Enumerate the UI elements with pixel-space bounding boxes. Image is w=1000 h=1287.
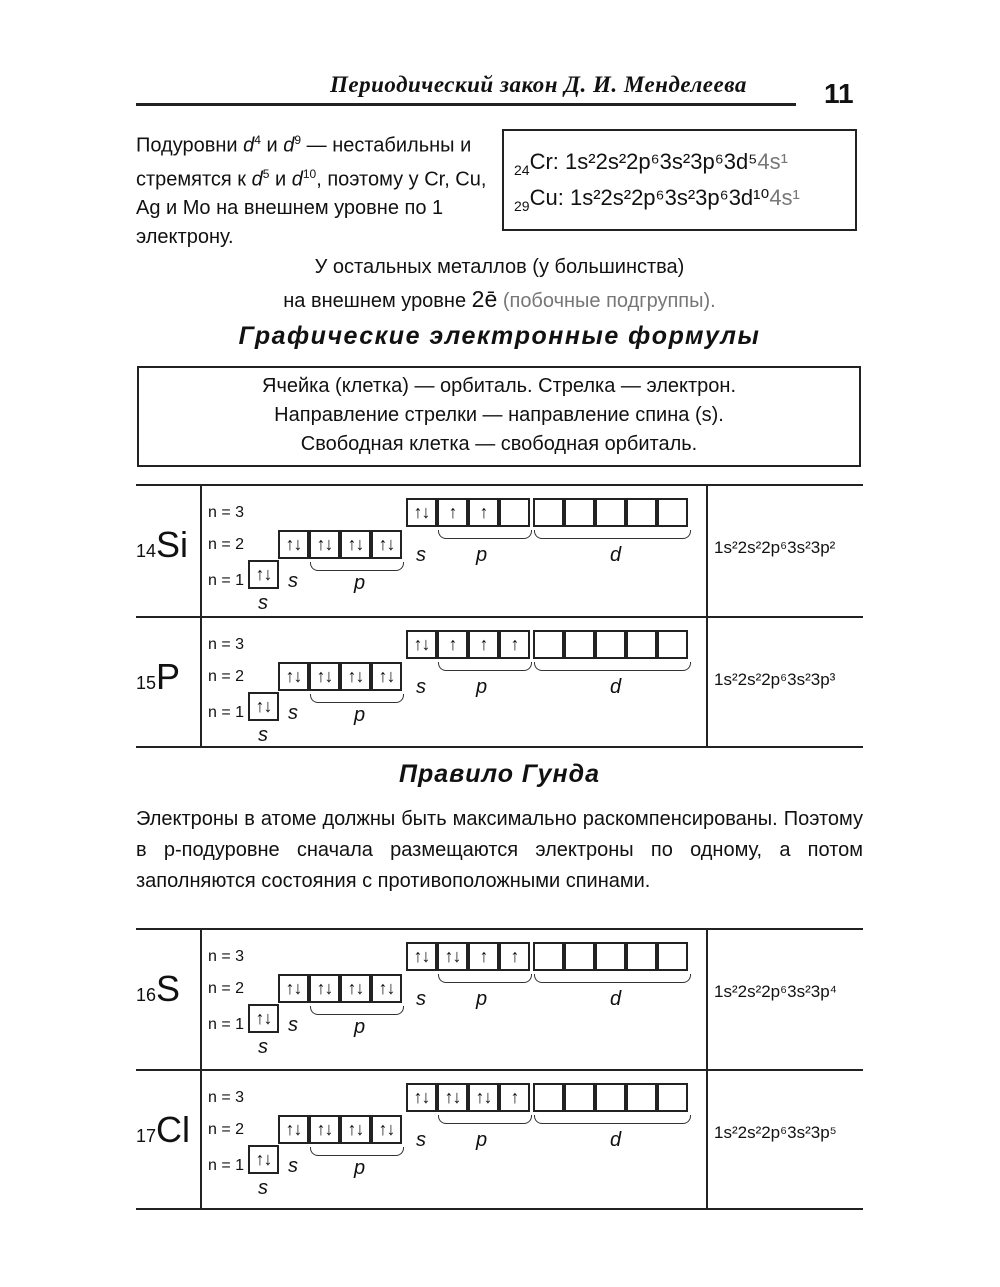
- orbital-cell: [657, 1083, 688, 1112]
- spin-down-arrow-icon: ↓: [263, 1149, 273, 1169]
- sublevel-label-3p: p: [476, 988, 488, 1010]
- sublevel-label-2p: p: [354, 1157, 366, 1179]
- spin-down-arrow-icon: ↓: [421, 634, 431, 654]
- page-number: 11: [824, 78, 854, 109]
- orbital-cell: [564, 1083, 595, 1112]
- orbital-cell: [406, 1083, 437, 1112]
- element-symbol: [136, 968, 180, 1010]
- brace-icon: [534, 974, 691, 983]
- spin-up-arrow-icon: ↑: [448, 634, 458, 654]
- sublevel-label-2s: s: [288, 570, 298, 592]
- spin-up-arrow-icon: ↑: [378, 1119, 388, 1139]
- electron-config-formula: 1s²2s²2p⁶3s²3p⁵: [714, 1123, 837, 1142]
- orbital-cell: [437, 498, 468, 527]
- sublevel-label-2p: p: [354, 704, 366, 726]
- orbital-cell: [626, 942, 657, 971]
- spin-down-arrow-icon: ↓: [483, 1087, 493, 1107]
- sublevel-label-3p: p: [476, 676, 488, 698]
- table-right-divider: [706, 484, 708, 748]
- spin-down-arrow-icon: ↓: [324, 666, 334, 686]
- sublevel-label-3p: p: [476, 544, 488, 566]
- spin-up-arrow-icon: ↑: [413, 502, 423, 522]
- definition-line-2: Направление стрелки — направление спина (s).: [274, 404, 724, 426]
- spin-down-arrow-icon: ↓: [386, 978, 396, 998]
- sublevel-label-2s: s: [288, 702, 298, 724]
- spin-up-arrow-icon: ↑: [316, 666, 326, 686]
- orbital-cell: [278, 530, 309, 559]
- orbital-cell: [309, 662, 340, 691]
- element-table-s-cl: [136, 928, 863, 1210]
- sublevel-label-3d: d: [610, 1129, 622, 1151]
- spin-down-arrow-icon: ↓: [263, 564, 273, 584]
- definition-line-1: Ячейка (клетка) — орбиталь. Стрелка — электрон.: [262, 375, 736, 397]
- spin-up-arrow-icon: ↑: [285, 666, 295, 686]
- orbital-cell: [248, 1145, 279, 1174]
- orbital-cell: [564, 630, 595, 659]
- sublevel-label-2s: s: [288, 1155, 298, 1177]
- spin-up-arrow-icon: ↑: [285, 1119, 295, 1139]
- orbital-cell: [626, 630, 657, 659]
- spin-down-arrow-icon: ↓: [324, 534, 334, 554]
- spin-up-arrow-icon: ↑: [444, 1087, 454, 1107]
- spin-up-arrow-icon: ↑: [510, 1087, 520, 1107]
- orbital-cell: [437, 942, 468, 971]
- orbital-cell: [595, 1083, 626, 1112]
- orbital-cell: [309, 530, 340, 559]
- element-symbol: [136, 1109, 190, 1151]
- table-top-rule: [136, 928, 863, 930]
- brace-icon: [438, 974, 532, 983]
- orbital-cell: [499, 1083, 530, 1112]
- spin-down-arrow-icon: ↓: [452, 946, 462, 966]
- spin-up-arrow-icon: ↑: [347, 666, 357, 686]
- sublevel-label-1s: s: [258, 724, 268, 746]
- cu-config: $_{29}$Cu: 1s²2s²2p⁶3s²3p⁶3d¹⁰4s¹: [514, 185, 800, 214]
- orbital-cell: [406, 630, 437, 659]
- orbital-cell: [371, 530, 402, 559]
- orbital-cell: [595, 498, 626, 527]
- orbital-cell: [340, 1115, 371, 1144]
- spin-up-arrow-icon: ↑: [347, 978, 357, 998]
- definition-line-3: Свободная клетка — свободная орбиталь.: [300, 433, 698, 455]
- level-label-n1: n = 1: [208, 1016, 245, 1033]
- level-label-n1: n = 1: [208, 704, 245, 721]
- spin-down-arrow-icon: ↓: [386, 534, 396, 554]
- spin-up-arrow-icon: ↑: [479, 502, 489, 522]
- spin-down-arrow-icon: ↓: [421, 946, 431, 966]
- sublevel-label-3s: s: [416, 988, 426, 1010]
- level-label-n3: n = 3: [208, 636, 245, 653]
- spin-up-arrow-icon: ↑: [378, 534, 388, 554]
- electron-config-formula: 1s²2s²2p⁶3s²3p³: [714, 670, 836, 689]
- orbital-cell: [406, 498, 437, 527]
- orbital-cell: [533, 630, 564, 659]
- sublevel-label-2p: p: [354, 572, 366, 594]
- spin-up-arrow-icon: ↑: [347, 1119, 357, 1139]
- spin-down-arrow-icon: ↓: [452, 1087, 462, 1107]
- electron-config-formula: 1s²2s²2p⁶3s²3p⁴: [714, 982, 837, 1001]
- orbital-cell: [626, 498, 657, 527]
- level-label-n2: n = 2: [208, 980, 245, 997]
- running-title: Периодический закон Д. И. Менделеева: [330, 72, 747, 97]
- orbital-cell: [371, 662, 402, 691]
- table-bottom-rule: [136, 1208, 863, 1210]
- orbital-cell: [278, 662, 309, 691]
- element-symbol-text: P: [156, 656, 181, 697]
- level-label-n2: n = 2: [208, 668, 245, 685]
- orbital-cell: [371, 974, 402, 1003]
- hund-rule-text: Электроны в атоме должны быть максимально раскомпенсированы. Поэтому в p-подуровне сначала размещаются электроны по одному, а потом заполняются состояния с противоположными спинами.: [136, 808, 863, 892]
- atomic-number: 14: [136, 541, 157, 561]
- spin-up-arrow-icon: ↑: [316, 978, 326, 998]
- orbital-cell: [437, 630, 468, 659]
- level-label-n2: n = 2: [208, 536, 245, 553]
- spin-up-arrow-icon: ↑: [255, 1149, 265, 1169]
- spin-up-arrow-icon: ↑: [413, 1087, 423, 1107]
- table-bottom-rule: [136, 746, 863, 748]
- spin-up-arrow-icon: ↑: [510, 946, 520, 966]
- orbital-cell: [278, 974, 309, 1003]
- sublevel-label-3s: s: [416, 544, 426, 566]
- spin-up-arrow-icon: ↑: [444, 946, 454, 966]
- spin-up-arrow-icon: ↑: [479, 946, 489, 966]
- brace-icon: [310, 1147, 404, 1156]
- level-label-n3: n = 3: [208, 948, 245, 965]
- spin-up-arrow-icon: ↑: [378, 666, 388, 686]
- spin-down-arrow-icon: ↓: [386, 666, 396, 686]
- cr-cu-config-box: [502, 129, 857, 231]
- spin-up-arrow-icon: ↑: [448, 502, 458, 522]
- section-title-graphic-formulas: Графические электронные формулы: [238, 322, 761, 350]
- sublevel-label-2s: s: [288, 1014, 298, 1036]
- spin-down-arrow-icon: ↓: [386, 1119, 396, 1139]
- spin-up-arrow-icon: ↑: [255, 564, 265, 584]
- table-left-divider: [200, 928, 202, 1210]
- sublevel-label-3d: d: [610, 988, 622, 1010]
- spin-down-arrow-icon: ↓: [421, 502, 431, 522]
- spin-down-arrow-icon: ↓: [293, 534, 303, 554]
- cr-config: $_{24}$Cr: 1s²2s²2p⁶3s²3p⁶3d⁵4s¹: [514, 149, 788, 178]
- orbital-cell: [533, 1083, 564, 1112]
- level-label-n3: n = 3: [208, 504, 245, 521]
- header-rule: [136, 103, 796, 106]
- table-right-divider: [706, 928, 708, 1210]
- element-symbol: [136, 656, 180, 698]
- table-middle-rule: [136, 1069, 863, 1071]
- orbital-cell: [309, 974, 340, 1003]
- orbital-cell: [248, 692, 279, 721]
- orbital-cell: [499, 498, 530, 527]
- spin-up-arrow-icon: ↑: [347, 534, 357, 554]
- spin-down-arrow-icon: ↓: [324, 978, 334, 998]
- orbital-cell: [468, 1083, 499, 1112]
- brace-icon: [534, 530, 691, 539]
- metals-note-line1: У остальных металлов (у большинства): [314, 256, 685, 278]
- orbital-cell: [248, 1004, 279, 1033]
- brace-icon: [310, 562, 404, 571]
- level-label-n3: n = 3: [208, 1089, 245, 1106]
- spin-up-arrow-icon: ↑: [475, 1087, 485, 1107]
- spin-down-arrow-icon: ↓: [293, 1119, 303, 1139]
- element-symbol-text: S: [156, 968, 181, 1009]
- spin-down-arrow-icon: ↓: [324, 1119, 334, 1139]
- orbital-cell: [657, 498, 688, 527]
- spin-up-arrow-icon: ↑: [479, 634, 489, 654]
- orbital-cell: [248, 560, 279, 589]
- brace-icon: [438, 530, 532, 539]
- sublevel-label-3s: s: [416, 1129, 426, 1151]
- spin-down-arrow-icon: ↓: [263, 696, 273, 716]
- orbital-cell: [595, 942, 626, 971]
- orbital-cell: [406, 942, 437, 971]
- orbital-cell: [499, 630, 530, 659]
- brace-icon: [438, 1115, 532, 1124]
- orbital-cell: [371, 1115, 402, 1144]
- spin-down-arrow-icon: ↓: [293, 666, 303, 686]
- orbital-cell: [340, 530, 371, 559]
- spin-up-arrow-icon: ↑: [285, 978, 295, 998]
- table-top-rule: [136, 484, 863, 486]
- orbital-cell: [533, 498, 564, 527]
- spin-up-arrow-icon: ↑: [255, 696, 265, 716]
- sublevel-label-1s: s: [258, 592, 268, 614]
- element-symbol-text: Si: [156, 524, 189, 565]
- spin-down-arrow-icon: ↓: [263, 1008, 273, 1028]
- orbital-cell: [499, 942, 530, 971]
- spin-down-arrow-icon: ↓: [355, 1119, 365, 1139]
- orbital-cell: [595, 630, 626, 659]
- spin-down-arrow-icon: ↓: [421, 1087, 431, 1107]
- element-symbol: [136, 524, 188, 566]
- spin-down-arrow-icon: ↓: [355, 978, 365, 998]
- brace-icon: [534, 1115, 691, 1124]
- brace-icon: [534, 662, 691, 671]
- sublevel-label-3p: p: [476, 1129, 488, 1151]
- atomic-number: 17: [136, 1126, 157, 1146]
- spin-up-arrow-icon: ↑: [285, 534, 295, 554]
- spin-up-arrow-icon: ↑: [413, 946, 423, 966]
- spin-up-arrow-icon: ↑: [378, 978, 388, 998]
- orbital-cell: [340, 662, 371, 691]
- orbital-cell: [437, 1083, 468, 1112]
- brace-icon: [438, 662, 532, 671]
- level-label-n2: n = 2: [208, 1121, 245, 1138]
- spin-up-arrow-icon: ↑: [316, 1119, 326, 1139]
- orbital-cell: [564, 942, 595, 971]
- spin-down-arrow-icon: ↓: [293, 978, 303, 998]
- element-table-si-p: [136, 484, 863, 748]
- orbital-cell: [564, 498, 595, 527]
- sublevel-label-3d: d: [610, 544, 622, 566]
- intro-paragraph: Подуровни $d^4$ и $d^9$ — нестабильны и стремятся к $d^5$ и $d^{10}$, поэтому у Cr, Cu, Ag и Mo на внешнем уровне по 1 электрону.: [136, 133, 487, 248]
- orbital-cell: [468, 942, 499, 971]
- sublevel-label-1s: s: [258, 1177, 268, 1199]
- definitions-box: [137, 366, 861, 467]
- sublevel-label-2p: p: [354, 1016, 366, 1038]
- section-title-hund: Правило Гунда: [398, 760, 601, 788]
- orbital-cell: [278, 1115, 309, 1144]
- spin-up-arrow-icon: ↑: [255, 1008, 265, 1028]
- level-label-n1: n = 1: [208, 572, 245, 589]
- orbital-cell: [468, 498, 499, 527]
- orbital-cell: [533, 942, 564, 971]
- level-label-n1: n = 1: [208, 1157, 245, 1174]
- brace-icon: [310, 694, 404, 703]
- table-middle-rule: [136, 616, 863, 618]
- brace-icon: [310, 1006, 404, 1015]
- sublevel-label-3d: d: [610, 676, 622, 698]
- orbital-cell: [468, 630, 499, 659]
- atomic-number: 16: [136, 985, 157, 1005]
- sublevel-label-1s: s: [258, 1036, 268, 1058]
- spin-down-arrow-icon: ↓: [355, 534, 365, 554]
- spin-up-arrow-icon: ↑: [316, 534, 326, 554]
- metals-note-line2: на внешнем уровне 2ē (побочные подгруппы).: [283, 286, 716, 312]
- sublevel-label-3s: s: [416, 676, 426, 698]
- orbital-cell: [340, 974, 371, 1003]
- orbital-cell: [657, 942, 688, 971]
- spin-up-arrow-icon: ↑: [413, 634, 423, 654]
- orbital-cell: [657, 630, 688, 659]
- atomic-number: 15: [136, 673, 157, 693]
- electron-config-formula: 1s²2s²2p⁶3s²3p²: [714, 538, 836, 557]
- table-left-divider: [200, 484, 202, 748]
- orbital-cell: [626, 1083, 657, 1112]
- spin-down-arrow-icon: ↓: [355, 666, 365, 686]
- element-symbol-text: Cl: [156, 1109, 191, 1150]
- orbital-cell: [309, 1115, 340, 1144]
- spin-up-arrow-icon: ↑: [510, 634, 520, 654]
